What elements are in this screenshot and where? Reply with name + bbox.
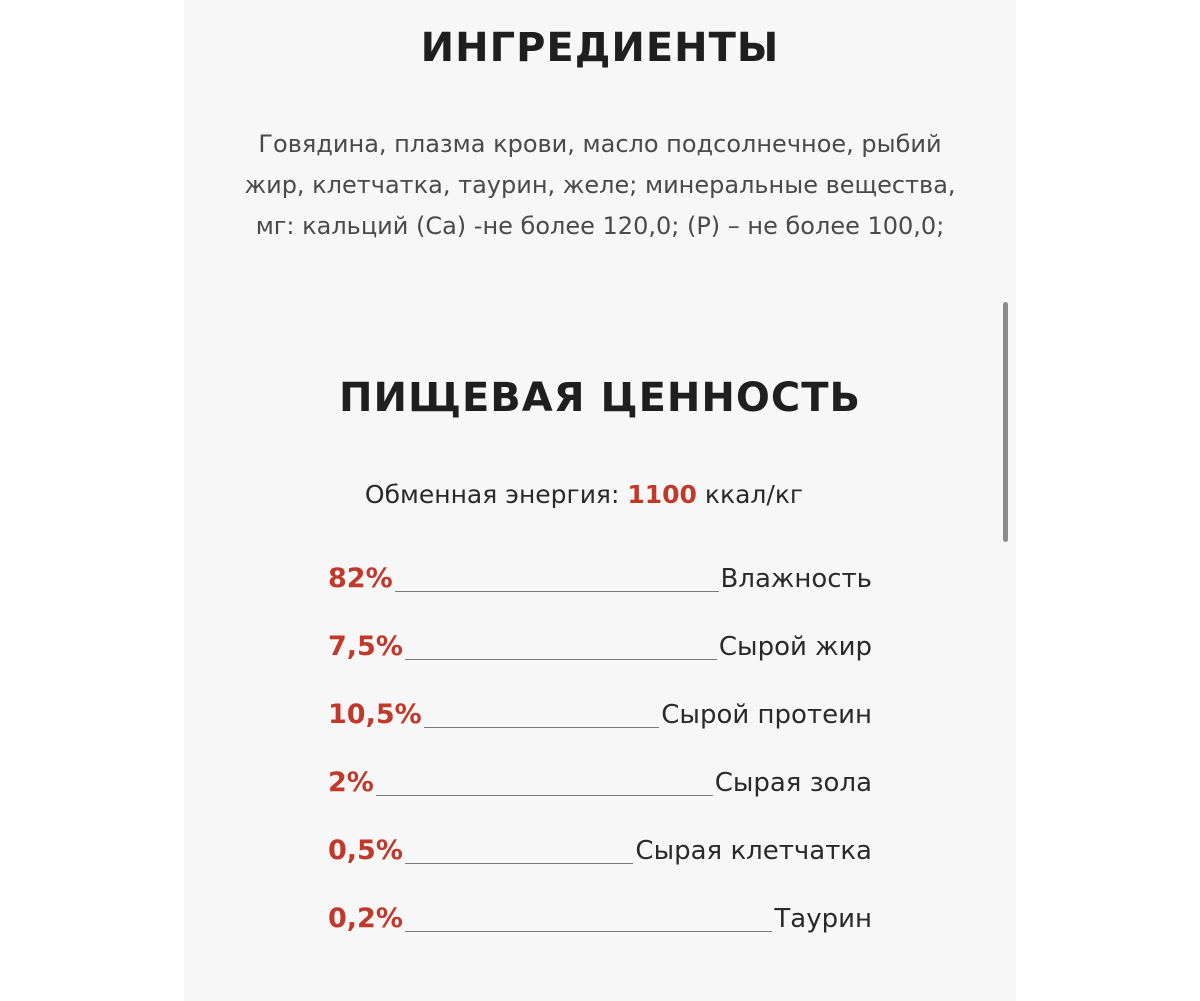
- nutrition-percent: 0,2%: [328, 903, 403, 934]
- nutrition-percent: 7,5%: [328, 631, 403, 662]
- nutrition-name: Сырая зола: [714, 768, 872, 798]
- nutrition-row: [328, 676, 872, 744]
- nutrition-row: [328, 744, 872, 812]
- leader-line: [405, 659, 717, 660]
- nutrition-percent: 10,5%: [328, 699, 422, 730]
- nutrition-title: ПИЩЕВАЯ ЦЕННОСТЬ: [339, 375, 861, 421]
- leader-line: [405, 931, 773, 932]
- energy-value: 1100: [627, 480, 697, 509]
- nutrition-name: Влажность: [720, 564, 872, 594]
- leader-line: [405, 863, 634, 864]
- leader-line: [424, 727, 660, 728]
- energy-unit: ккал/кг: [704, 480, 804, 509]
- leader-line: [376, 795, 713, 796]
- nutrition-name: Таурин: [774, 904, 872, 934]
- energy-line: [0, 477, 1168, 513]
- nutrition-row: [328, 540, 872, 608]
- nutrition-percent: 82%: [328, 563, 393, 594]
- leader-line: [395, 591, 719, 592]
- ingredients-text: [220, 124, 980, 247]
- ingredients-line: Говядина, плазма крови, масло подсолнечное, рыбий: [258, 130, 942, 158]
- ingredients-line: мг: кальций (Ca) -не более 120,0; (P) – не более 100,0;: [255, 212, 945, 240]
- nutrition-percent: 2%: [328, 767, 374, 798]
- ingredients-title: ИНГРЕДИЕНТЫ: [420, 25, 780, 71]
- nutrition-name: Сырой протеин: [661, 700, 872, 730]
- nutrition-name: Сырая клетчатка: [635, 836, 872, 866]
- nutrition-percent: 0,5%: [328, 835, 403, 866]
- nutrition-name: Сырой жир: [718, 632, 872, 662]
- nutrition-table: [328, 540, 872, 948]
- nutrition-row: [328, 812, 872, 880]
- energy-label: Обменная энергия:: [364, 480, 620, 509]
- ingredients-line: жир, клетчатка, таурин, желе; минеральные вещества,: [244, 171, 956, 199]
- nutrition-row: [328, 608, 872, 676]
- nutrition-row: [328, 880, 872, 948]
- vertical-scrollbar[interactable]: [1003, 302, 1008, 542]
